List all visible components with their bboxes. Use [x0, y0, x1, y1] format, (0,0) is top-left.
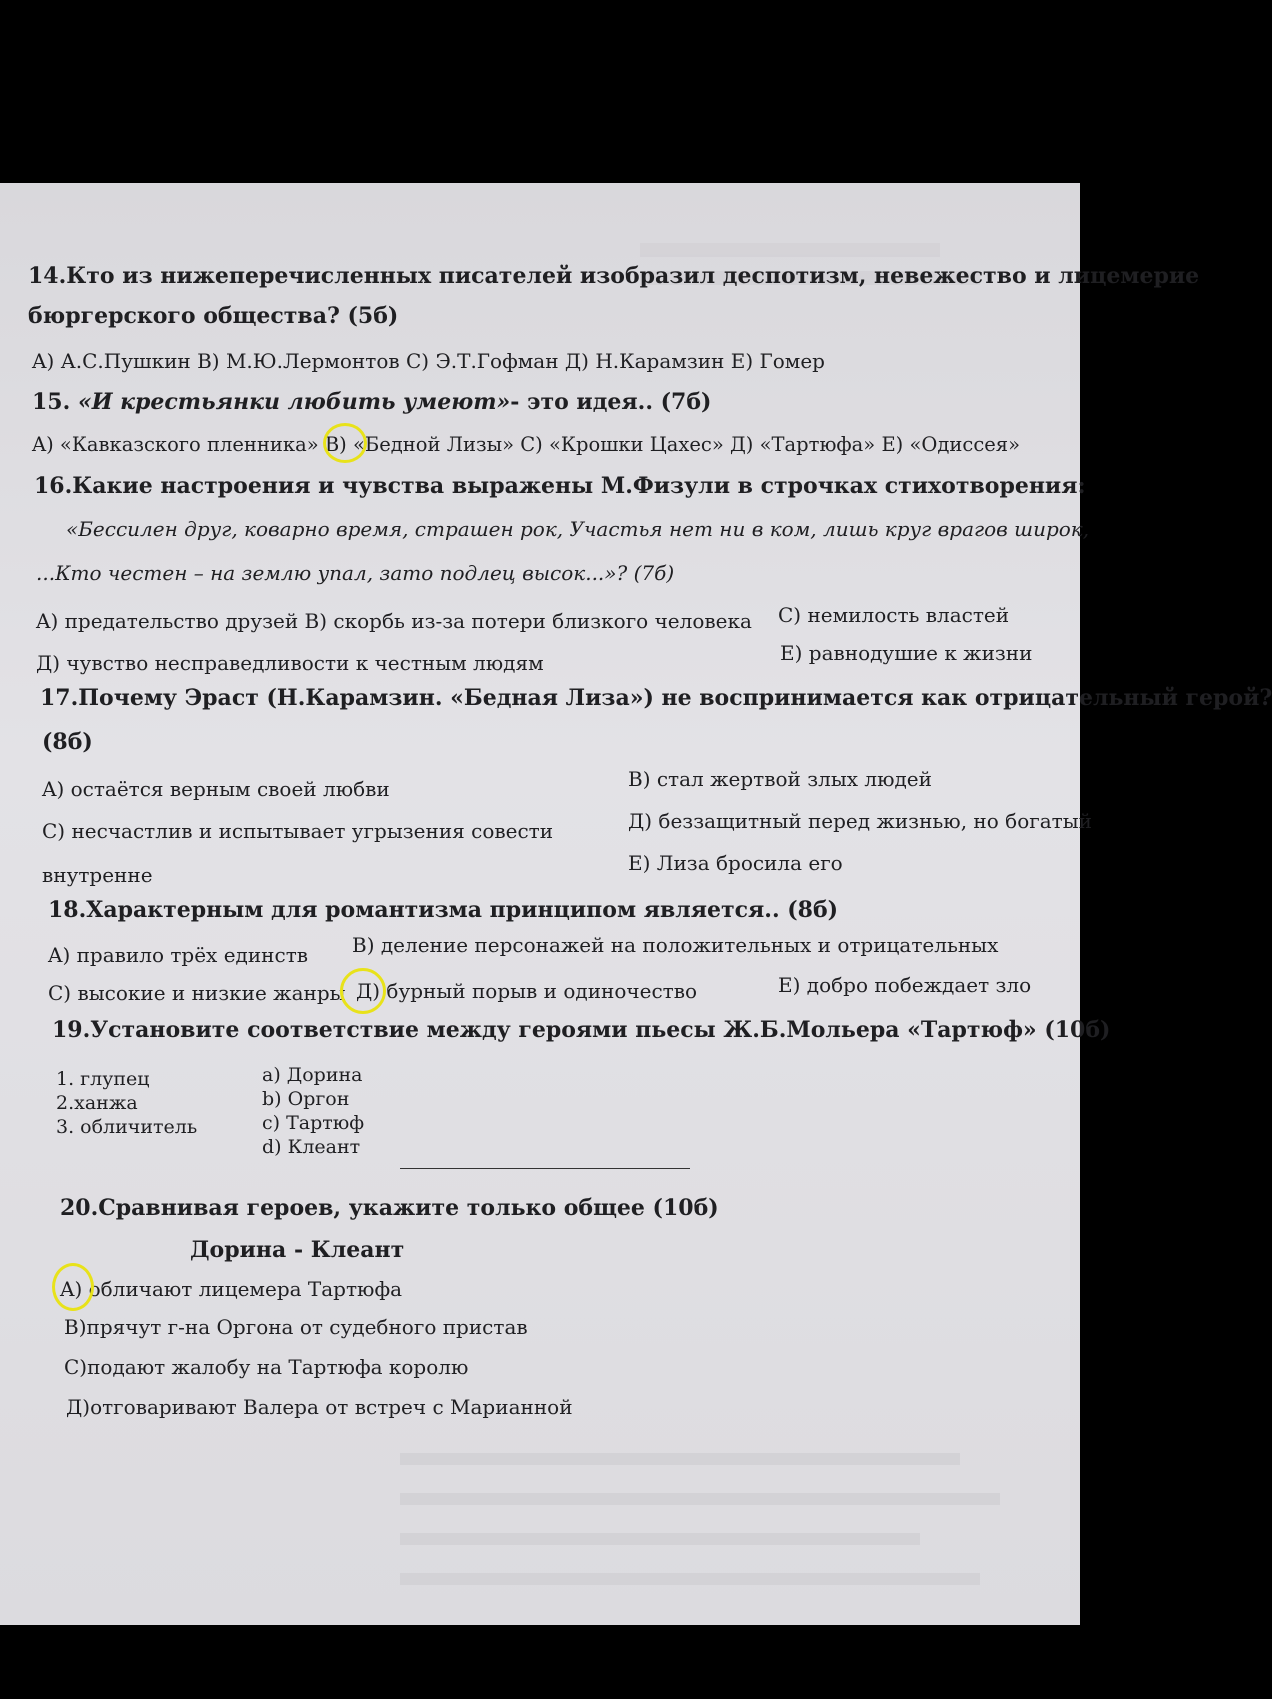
- q19-right-item-b: b) Оргон: [262, 1088, 350, 1110]
- q20-option-c: C)подают жалобу на Тартюфа королю: [64, 1355, 469, 1379]
- q18-option-d: Д) бурный порыв и одиночество: [356, 979, 698, 1003]
- q17-title: 17.Почему Эраст (Н.Карамзин. «Бедная Лиза») не воспринимается как отрицательный герой?: [40, 685, 1272, 711]
- q15-title: [32, 389, 711, 415]
- q15-title-rest: - это идея.. (7б): [510, 389, 712, 415]
- q16-title: 16.Какие настроения и чувства выражены М.Физули в строчках стихотворения:: [34, 473, 1086, 499]
- bleed-through-lines: [400, 1453, 1040, 1585]
- q20-option-a: A) обличают лицемера Тартюфа: [60, 1277, 403, 1301]
- q16-option-d: Д) чувство несправедливости к честным людям: [36, 651, 544, 675]
- q17-option-c: C) несчастлив и испытывает угрызения совести: [42, 819, 554, 843]
- q16-option-e: E) равнодушие к жизни: [780, 641, 1033, 665]
- q20-option-b: B)прячут г-на Оргона от судебного пристав: [64, 1315, 528, 1339]
- q19-right-column: [262, 1063, 364, 1159]
- q17-option-d: Д) беззащитный перед жизнью, но богатый: [628, 809, 1092, 833]
- q19-right-item-c: c) Тартюф: [262, 1112, 365, 1134]
- q20-pair: Дорина - Клеант: [190, 1237, 405, 1263]
- q18-option-b: B) деление персонажей на положительных и отрицательных: [352, 933, 999, 957]
- q19-right-item-a: a) Дорина: [262, 1064, 363, 1086]
- q19-title: 19.Установите соответствие между героями пьесы Ж.Б.Мольера «Тартюф» (10б): [52, 1017, 1111, 1043]
- q16-option-c: C) немилость властей: [778, 603, 1010, 627]
- highlight-circle-q20-a: [52, 1263, 94, 1311]
- q18-option-c: C) высокие и низкие жанры: [48, 981, 346, 1005]
- highlight-circle-q18-d: [340, 968, 386, 1014]
- q18-option-e: E) добро побеждает зло: [778, 973, 1032, 997]
- q19-left-item-1: 1. глупец: [56, 1068, 150, 1090]
- q17-option-a: A) остаётся верным своей любви: [42, 777, 390, 801]
- q14-title-line1: 14.Кто из нижеперечисленных писателей изобразил деспотизм, невежество и лицемерие: [28, 263, 1200, 289]
- q16-quote-line1: «Бессилен друг, коварно время, страшен рок, Участья нет ни в ком, лишь круг врагов широк,: [66, 517, 1090, 541]
- q15-quote: «И крестьянки любить умеют»: [77, 389, 511, 415]
- q20-option-d: Д)отговаривают Валера от встреч с Марианной: [66, 1395, 573, 1419]
- q19-right-item-d: d) Клеант: [262, 1136, 361, 1158]
- q19-left-item-2: 2.ханжа: [56, 1092, 138, 1114]
- q15-options: A) «Кавказского пленника» B) «Бедной Лизы» C) «Крошки Цахес» Д) «Тартюфа» E) «Одиссея»: [32, 433, 1021, 456]
- q17-option-e: E) Лиза бросила его: [628, 851, 843, 875]
- q16-option-a-b: A) предательство друзей B) скорбь из-за потери близкого человека: [36, 609, 752, 633]
- q16-quote-line2: ...Кто честен – на землю упал, зато подлец высок...»? (7б): [36, 561, 675, 585]
- q18-option-a: A) правило трёх единств: [48, 943, 309, 967]
- exam-sheet: [0, 183, 1272, 1625]
- q18-title: 18.Характерным для романтизма принципом является.. (8б): [48, 897, 839, 923]
- q19-left-item-3: 3. обличитель: [56, 1116, 198, 1138]
- q17-option-b: B) стал жертвой злых людей: [628, 767, 932, 791]
- q14-title-line2: бюргерского общества? (5б): [28, 303, 399, 329]
- q17-points: (8б): [42, 729, 93, 755]
- q20-title: 20.Сравнивая героев, укажите только общее (10б): [60, 1195, 719, 1221]
- q19-left-column: [56, 1067, 197, 1139]
- separator-line: [400, 1168, 690, 1169]
- q14-options: A) А.С.Пушкин B) М.Ю.Лермонтов C) Э.Т.Гофман Д) Н.Карамзин E) Гомер: [32, 349, 825, 373]
- q17-option-c-cont: внутренне: [42, 863, 153, 887]
- highlight-circle-q15-b: [323, 423, 367, 463]
- q15-number: 15.: [32, 389, 78, 415]
